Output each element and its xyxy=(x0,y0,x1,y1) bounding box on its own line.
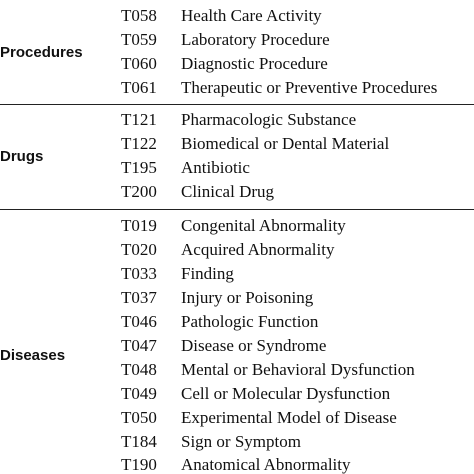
semantic-type-name: Mental or Behavioral Dysfunction xyxy=(181,360,415,379)
semantic-type-code: T050 xyxy=(121,408,157,427)
semantic-type-name: Sign or Symptom xyxy=(181,432,301,451)
table-row xyxy=(0,108,474,132)
semantic-type-code: T122 xyxy=(121,134,157,153)
semantic-type-code: T059 xyxy=(121,30,157,49)
semantic-type-code: T200 xyxy=(121,182,157,201)
semantic-type-code: T060 xyxy=(121,54,157,73)
semantic-type-code: T047 xyxy=(121,336,157,355)
semantic-type-name: Injury or Poisoning xyxy=(181,288,314,307)
semantic-type-name: Disease or Syndrome xyxy=(181,336,327,355)
table-row xyxy=(0,406,474,430)
semantic-type-name: Antibiotic xyxy=(181,158,250,177)
semantic-type-code: T020 xyxy=(121,240,157,259)
table-row xyxy=(0,28,474,52)
semantic-type-code: T184 xyxy=(121,432,157,451)
group-label-procedures: Procedures xyxy=(0,44,83,61)
table-row xyxy=(0,358,474,382)
group-divider xyxy=(0,209,474,210)
semantic-type-name: Pathologic Function xyxy=(181,312,319,331)
table-row xyxy=(0,334,474,358)
semantic-type-code: T037 xyxy=(121,288,157,307)
semantic-type-name: Experimental Model of Disease xyxy=(181,408,397,427)
table-row xyxy=(0,430,474,454)
semantic-type-name: Pharmacologic Substance xyxy=(181,110,357,129)
semantic-type-name: Laboratory Procedure xyxy=(181,30,330,49)
semantic-type-name: Congenital Abnormality xyxy=(181,216,346,235)
semantic-type-code: T061 xyxy=(121,78,157,97)
table-row xyxy=(0,238,474,262)
semantic-type-code: T033 xyxy=(121,264,157,283)
semantic-type-code: T058 xyxy=(121,6,157,25)
group-label-diseases: Diseases xyxy=(0,347,66,364)
semantic-type-name: Acquired Abnormality xyxy=(181,240,335,259)
semantic-type-code: T048 xyxy=(121,360,157,379)
table-row xyxy=(0,156,474,180)
semantic-type-code: T019 xyxy=(121,216,157,235)
semantic-type-code: T190 xyxy=(121,455,157,474)
table-row xyxy=(0,453,474,474)
semantic-type-name: Cell or Molecular Dysfunction xyxy=(181,384,391,403)
table-row xyxy=(0,310,474,334)
table-row xyxy=(0,4,474,28)
table-row xyxy=(0,262,474,286)
semantic-type-name: Anatomical Abnormality xyxy=(181,455,351,474)
table-row xyxy=(0,382,474,406)
table-row xyxy=(0,76,474,100)
semantic-type-name: Health Care Activity xyxy=(181,6,322,25)
semantic-type-code: T195 xyxy=(121,158,157,177)
semantic-type-name: Biomedical or Dental Material xyxy=(181,134,390,153)
semantic-type-name: Clinical Drug xyxy=(181,182,275,201)
group-divider xyxy=(0,104,474,105)
table-row xyxy=(0,132,474,156)
semantic-type-name: Diagnostic Procedure xyxy=(181,54,328,73)
semantic-type-name: Finding xyxy=(181,264,234,283)
table-row xyxy=(0,286,474,310)
group-label-drugs: Drugs xyxy=(0,148,44,165)
table-row xyxy=(0,214,474,238)
semantic-type-code: T049 xyxy=(121,384,157,403)
semantic-type-code: T046 xyxy=(121,312,157,331)
semantic-type-name: Therapeutic or Preventive Procedures xyxy=(181,78,438,97)
table-row xyxy=(0,180,474,204)
semantic-type-code: T121 xyxy=(121,110,157,129)
table-row xyxy=(0,52,474,76)
